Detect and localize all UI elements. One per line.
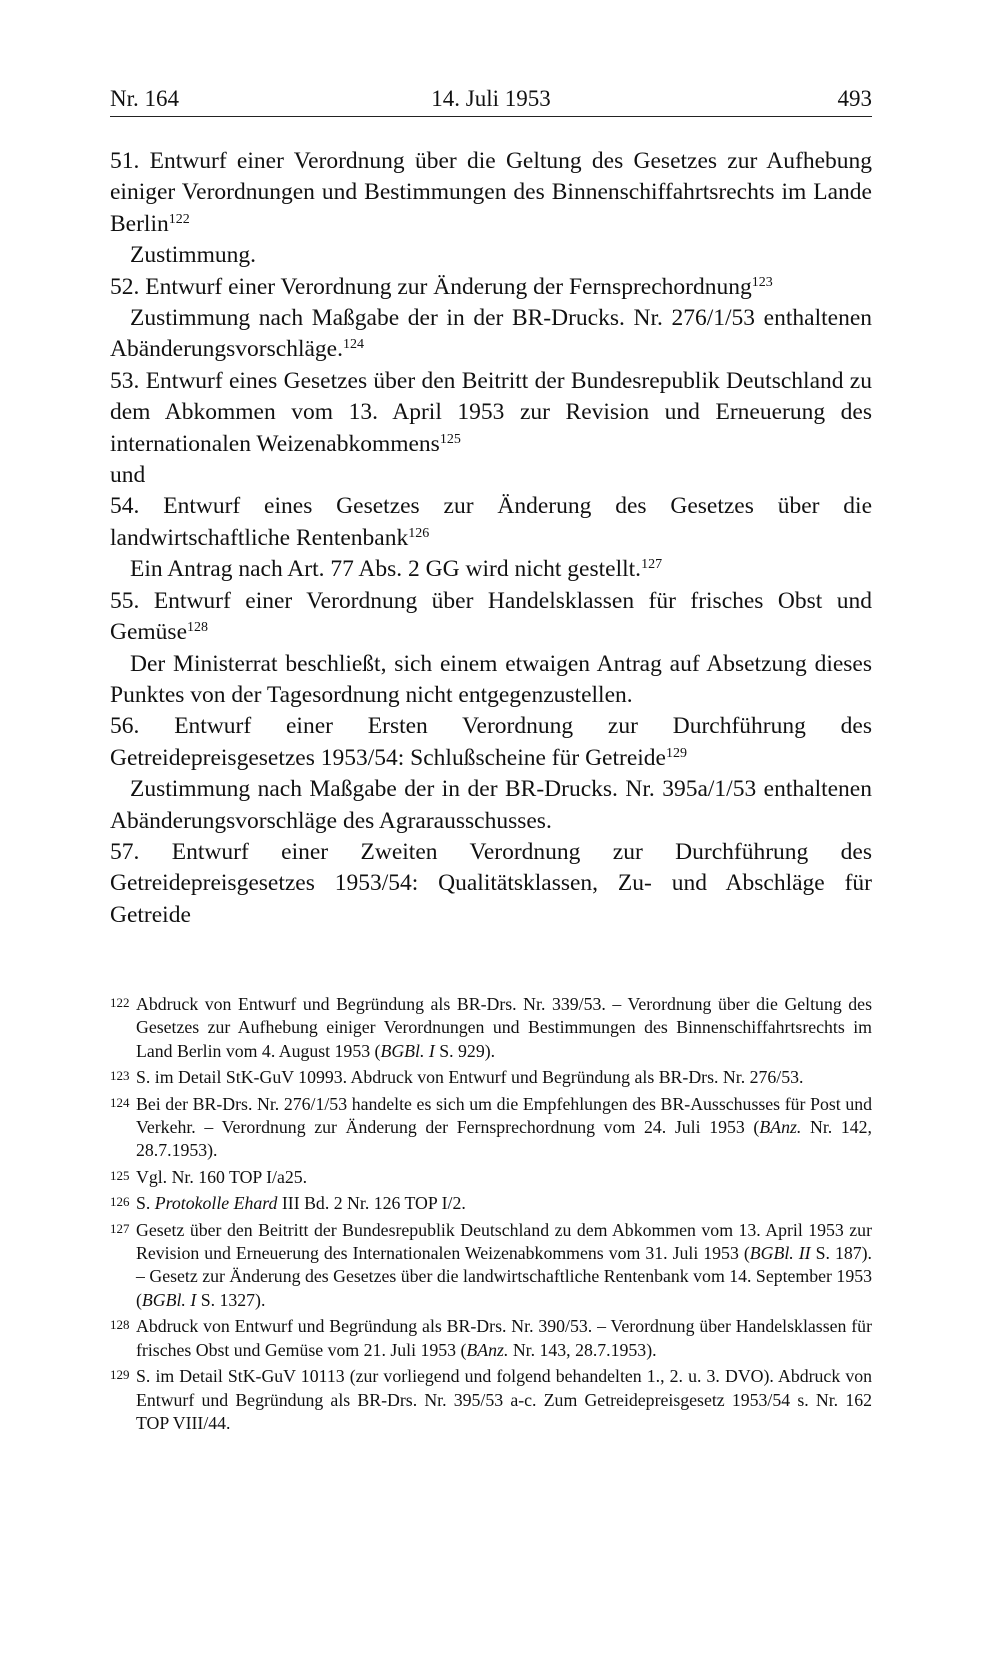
footnotes-section <box>110 993 872 1438</box>
footnote-123 <box>110 1066 872 1089</box>
citation-italic: BGBl. I <box>380 1040 435 1061</box>
footnote-text: S. im Detail StK-GuV 10993. Abdruck von Entwurf und Begründung als BR-Drs. Nr. 276/53. <box>136 1067 804 1088</box>
page-number: 493 <box>837 86 872 111</box>
document-number: Nr. 164 <box>110 86 179 111</box>
footnote-text: Vgl. Nr. 160 TOP I/a25. <box>136 1166 308 1187</box>
footnote-text: S. 187). – Gesetz zur Änderung des Gesetzes über die landwirtschaftliche Rentenbank vom 14. September 1953 ( <box>136 1243 872 1310</box>
agenda-body <box>110 146 872 931</box>
decision-56: Zustimmung nach Maßgabe der in der BR-Drucks. Nr. 395a/1/53 enthaltenen Abänderungsvorschläge des Agrarausschusses. <box>110 776 872 834</box>
footnote-ref[interactable]: 127 <box>641 557 663 573</box>
footnote-text: S. im Detail StK-GuV 10113 (zur vorliegend und folgend behandelten 1., 2. u. 3. DVO). Abdruck von Entwurf und Begründung als BR-Drs. Nr. 395/53 a-c. Zum Getreidepreisgesetz 1953/54 s. Nr. 162 TOP VIII/44. <box>136 1366 872 1433</box>
footnote-text: S. 929). <box>434 1040 496 1061</box>
running-head <box>110 84 872 114</box>
footnote-text: S. <box>136 1193 155 1214</box>
footnote-text: Bei der BR-Drs. Nr. 276/1/53 handelte es sich um die Empfehlungen des BR-Ausschusses für Post und Verkehr. – Verordnung zur Änderung der Fernsprechordnung vom 24. Juli 1953 ( <box>136 1093 872 1138</box>
footnote-text: Abdruck von Entwurf und Begründung als BR-Drs. Nr. 390/53. – Verordnung über Handelsklassen für frisches Obst und Gemüse vom 21. Juli 1953 ( <box>136 1316 872 1360</box>
agenda-item-56 <box>110 711 872 774</box>
meeting-date: 14. Juli 1953 <box>431 86 551 111</box>
decision-text: Zustimmung nach Maßgabe der in der BR-Drucks. Nr. 276/1/53 enthaltenen Abänderungsvorschläge. <box>110 305 872 363</box>
item-title: Entwurf einer Verordnung zur Änderung der Fernsprechordnung <box>145 273 752 300</box>
footnote-number: 123 <box>110 1068 130 1084</box>
footnote-ref[interactable]: 126 <box>408 525 430 541</box>
decision-text: Ein Antrag nach Art. 77 Abs. 2 GG wird nicht gestellt. <box>130 556 642 583</box>
footnote-text: Gesetz über den Beitritt der Bundesrepublik Deutschland zu dem Abkommen vom 13. April 1953 zur Revision und Erneuerung des Internationalen Weizenabkommens vom 31. Juli 1953 ( <box>136 1219 872 1264</box>
decision-54 <box>110 554 872 585</box>
item-title: Entwurf einer Verordnung über die Geltung des Gesetzes zur Aufhebung einiger Verordnungen und Bestimmungen des Binnenschiffahrtsrechts im Lande Berlin <box>110 148 873 237</box>
footnote-127 <box>110 1219 872 1313</box>
agenda-item-57 <box>110 837 872 931</box>
footnote-number: 125 <box>110 1167 130 1183</box>
footnote-125 <box>110 1166 872 1189</box>
agenda-item-51 <box>110 146 872 240</box>
citation-italic: BAnz. <box>759 1117 802 1138</box>
item-title: Entwurf eines Gesetzes über den Beitritt der Bundesrepublik Deutschland zu dem Abkommen vom 13. April 1953 zur Revision und Erneuerung des internationalen Weizenabkommens <box>110 367 872 457</box>
item-number: 53. <box>110 367 140 394</box>
footnote-ref[interactable]: 129 <box>665 745 687 761</box>
footnote-ref[interactable]: 124 <box>342 337 364 353</box>
connector-und: und <box>110 462 146 489</box>
footnote-text: Abdruck von Entwurf und Begründung als BR-Drs. Nr. 339/53. – Verordnung über die Geltung des Gesetzes zur Aufhebung einiger Verordnungen und Bestimmungen des Binnenschiffahrtsrechts im Land Berlin vom 4. August 1953 ( <box>136 994 872 1061</box>
item-title: Entwurf einer Zweiten Verordnung zur Durchführung des Getreidepreisgesetzes 1953/54: Qualitätsklassen, Zu- und Abschläge für Getreide <box>110 838 873 928</box>
footnote-128 <box>110 1315 872 1362</box>
footnote-ref[interactable]: 122 <box>168 211 190 227</box>
item-number: 55. <box>110 587 140 614</box>
item-title: Entwurf eines Gesetzes zur Änderung des Gesetzes über die landwirtschaftliche Rentenbank <box>110 493 873 551</box>
header-rule <box>110 116 872 117</box>
citation-italic: Protokolle Ehard <box>154 1193 278 1214</box>
footnote-text: Nr. 142, 28.7.1953). <box>136 1117 872 1161</box>
footnote-122 <box>110 993 872 1063</box>
footnote-text: Nr. 143, 28.7.1953). <box>508 1339 657 1360</box>
item-number: 57. <box>110 838 140 865</box>
agenda-item-52 <box>110 272 872 303</box>
footnote-text: III Bd. 2 Nr. 126 TOP I/2. <box>277 1193 466 1214</box>
item-number: 52. <box>110 273 140 300</box>
item-title: Entwurf einer Ersten Verordnung zur Durchführung des Getreidepreisgesetzes 1953/54: Schlußscheine für Getreide <box>110 713 872 771</box>
citation-italic: BGBl. II <box>749 1243 811 1264</box>
agenda-item-54 <box>110 491 872 554</box>
footnote-number: 128 <box>110 1317 130 1333</box>
footnote-number: 124 <box>110 1094 130 1110</box>
footnote-number: 129 <box>110 1367 130 1383</box>
footnote-124 <box>110 1093 872 1163</box>
footnote-ref[interactable]: 125 <box>439 431 461 447</box>
footnote-number: 122 <box>110 995 130 1010</box>
item-number: 54. <box>110 493 140 520</box>
citation-italic: BAnz. <box>466 1339 509 1360</box>
agenda-item-55 <box>110 586 872 649</box>
item-title: Entwurf einer Verordnung über Handelsklassen für frisches Obst und Gemüse <box>110 587 872 646</box>
decision-52 <box>110 303 872 366</box>
footnote-126 <box>110 1192 872 1215</box>
footnote-129 <box>110 1365 872 1435</box>
footnote-number: 126 <box>110 1194 130 1210</box>
decision-55: Der Ministerrat beschließt, sich einem etwaigen Antrag auf Absetzung dieses Punktes von der Tagesordnung nicht entgegenzustellen. <box>110 650 872 708</box>
citation-italic: BGBl. I <box>141 1289 197 1310</box>
item-number: 56. <box>110 713 140 740</box>
footnote-text: S. 1327). <box>196 1289 266 1310</box>
footnote-ref[interactable]: 123 <box>751 274 773 290</box>
decision-51: Zustimmung. <box>130 242 256 269</box>
item-number: 51. <box>110 148 140 174</box>
agenda-item-53 <box>110 366 872 460</box>
footnote-number: 127 <box>110 1220 130 1236</box>
footnote-ref[interactable]: 128 <box>187 620 209 636</box>
